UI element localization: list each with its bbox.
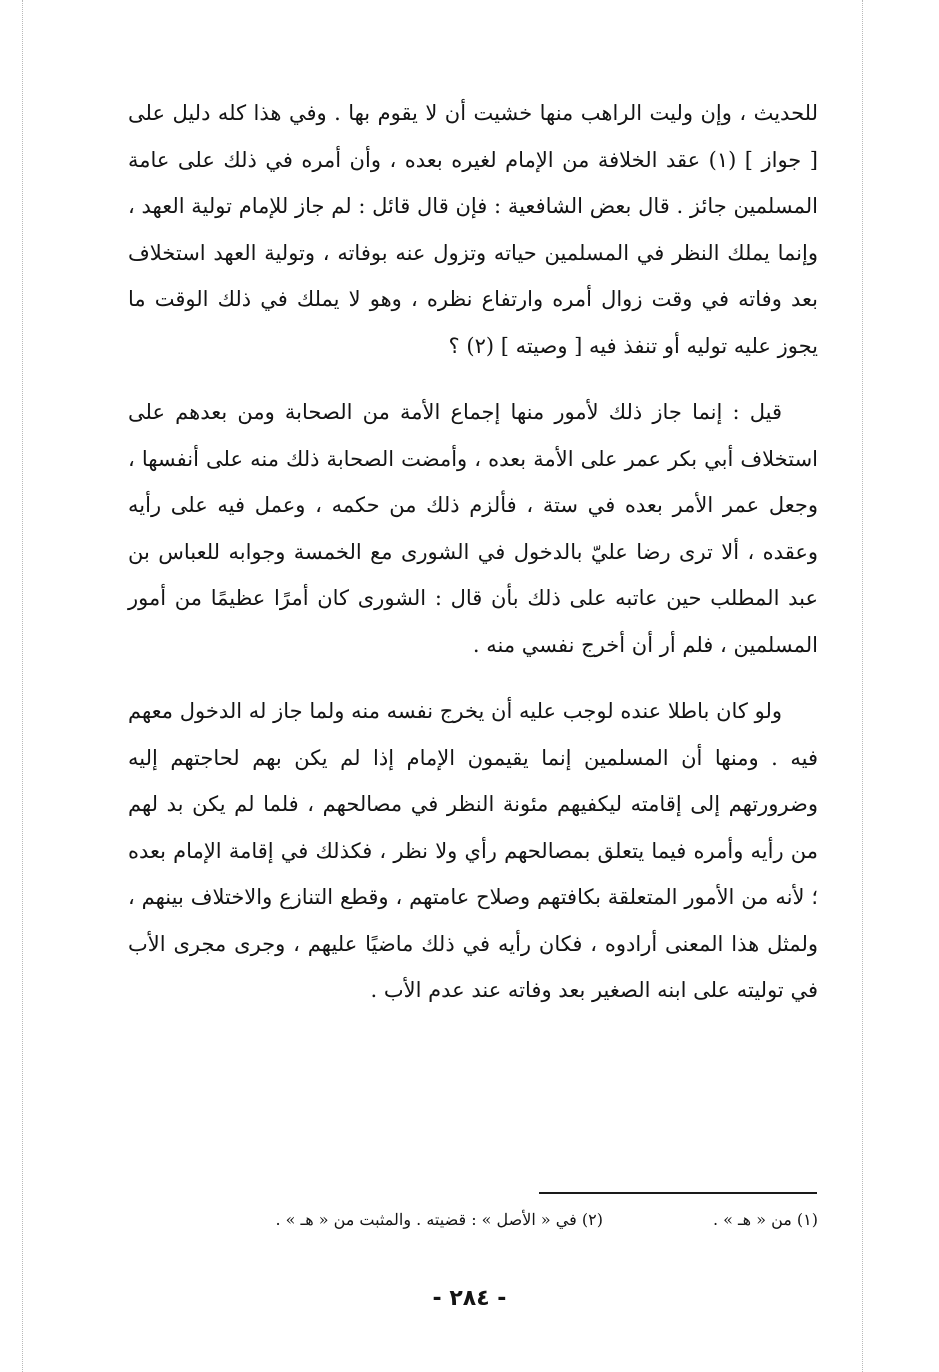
paragraph-1: للحديث ، وإن وليت الراهب منها خشيت أن لا يقوم بها . وفي هذا كله دليل على [ جواز ] (١) عقد الخلافة من الإمام لغيره بعده ، وأن أمره في ذلك على عامة المسلمين جائز . قال بعض الشافعية : فإن قال قائل : لم جاز للإمام تولية العهد ، وإنما يملك النظر في المسلمين حياته وتزول عنه بوفاته ، وتولية العهد استخلاف بعد وفاته في وقت زوال أمره وارتفاع نظره ، وهو لا يملك في ذلك الوقت ما يجوز عليه توليه أو تنفذ فيه [ وصيته ] (٢) ؟	[128, 101, 818, 358]
scan-margin-line-right	[862, 0, 863, 1372]
page-number: - ٢٨٤ -	[432, 1286, 507, 1311]
footnote-divider	[539, 1192, 817, 1194]
main-text	[128, 90, 818, 1014]
footnote-2: (٢) في « الأصل » : قضيته . والمثبت من « هـ » .	[275, 1210, 603, 1229]
paragraph-3: ولو كان باطلا عنده لوجب عليه أن يخرج نفسه منه ولما جاز له الدخول معهم فيه . ومنها أن المسلمين إنما يقيمون الإمام إذا لم يكن بهم لحاجتهم إليه وضرورتهم إلى إقامته ليكفيهم مئونة النظر في مصالحهم ، فلما لم يكن بد لهم من رأيه وأمره فيما يتعلق بمصالحهم رأي ولا نظر ، فكذلك في إقامة الإمام بعده ؛ لأنه من الأمور المتعلقة بكافتهم وصلاح عامتهم ، وقطع التنازع والاختلاف بينهم ، ولمثل هذا المعنى أرادوه ، فكان رأيه في ذلك ماضيًا عليهم ، وجرى مجرى الأب في توليته على ابنه الصغير بعد وفاته عند عدم الأب .	[128, 699, 818, 1002]
footnotes	[128, 1206, 818, 1234]
paragraph-2: قيل : إنما جاز ذلك لأمور منها إجماع الأمة من الصحابة ومن بعدهم على استخلاف أبي بكر عمر على الأمة بعده ، وأمضت الصحابة ذلك منه على أنفسها ، وجعل عمر الأمر بعده في ستة ، فألزم ذلك من حكمه ، وعمل فيه على رأيه وعقده ، ألا ترى رضا عليّ بالدخول في الشورى مع الخمسة وجوابه للعباس بن عبد المطلب حين عاتبه على ذلك بأن قال : الشورى كان أمرًا عظيمًا من أمور المسلمين ، فلم أر أن أخرج نفسي منه .	[128, 400, 818, 657]
footnote-1: (١) من « هـ » .	[712, 1210, 818, 1229]
scan-margin-line-left	[22, 0, 23, 1372]
